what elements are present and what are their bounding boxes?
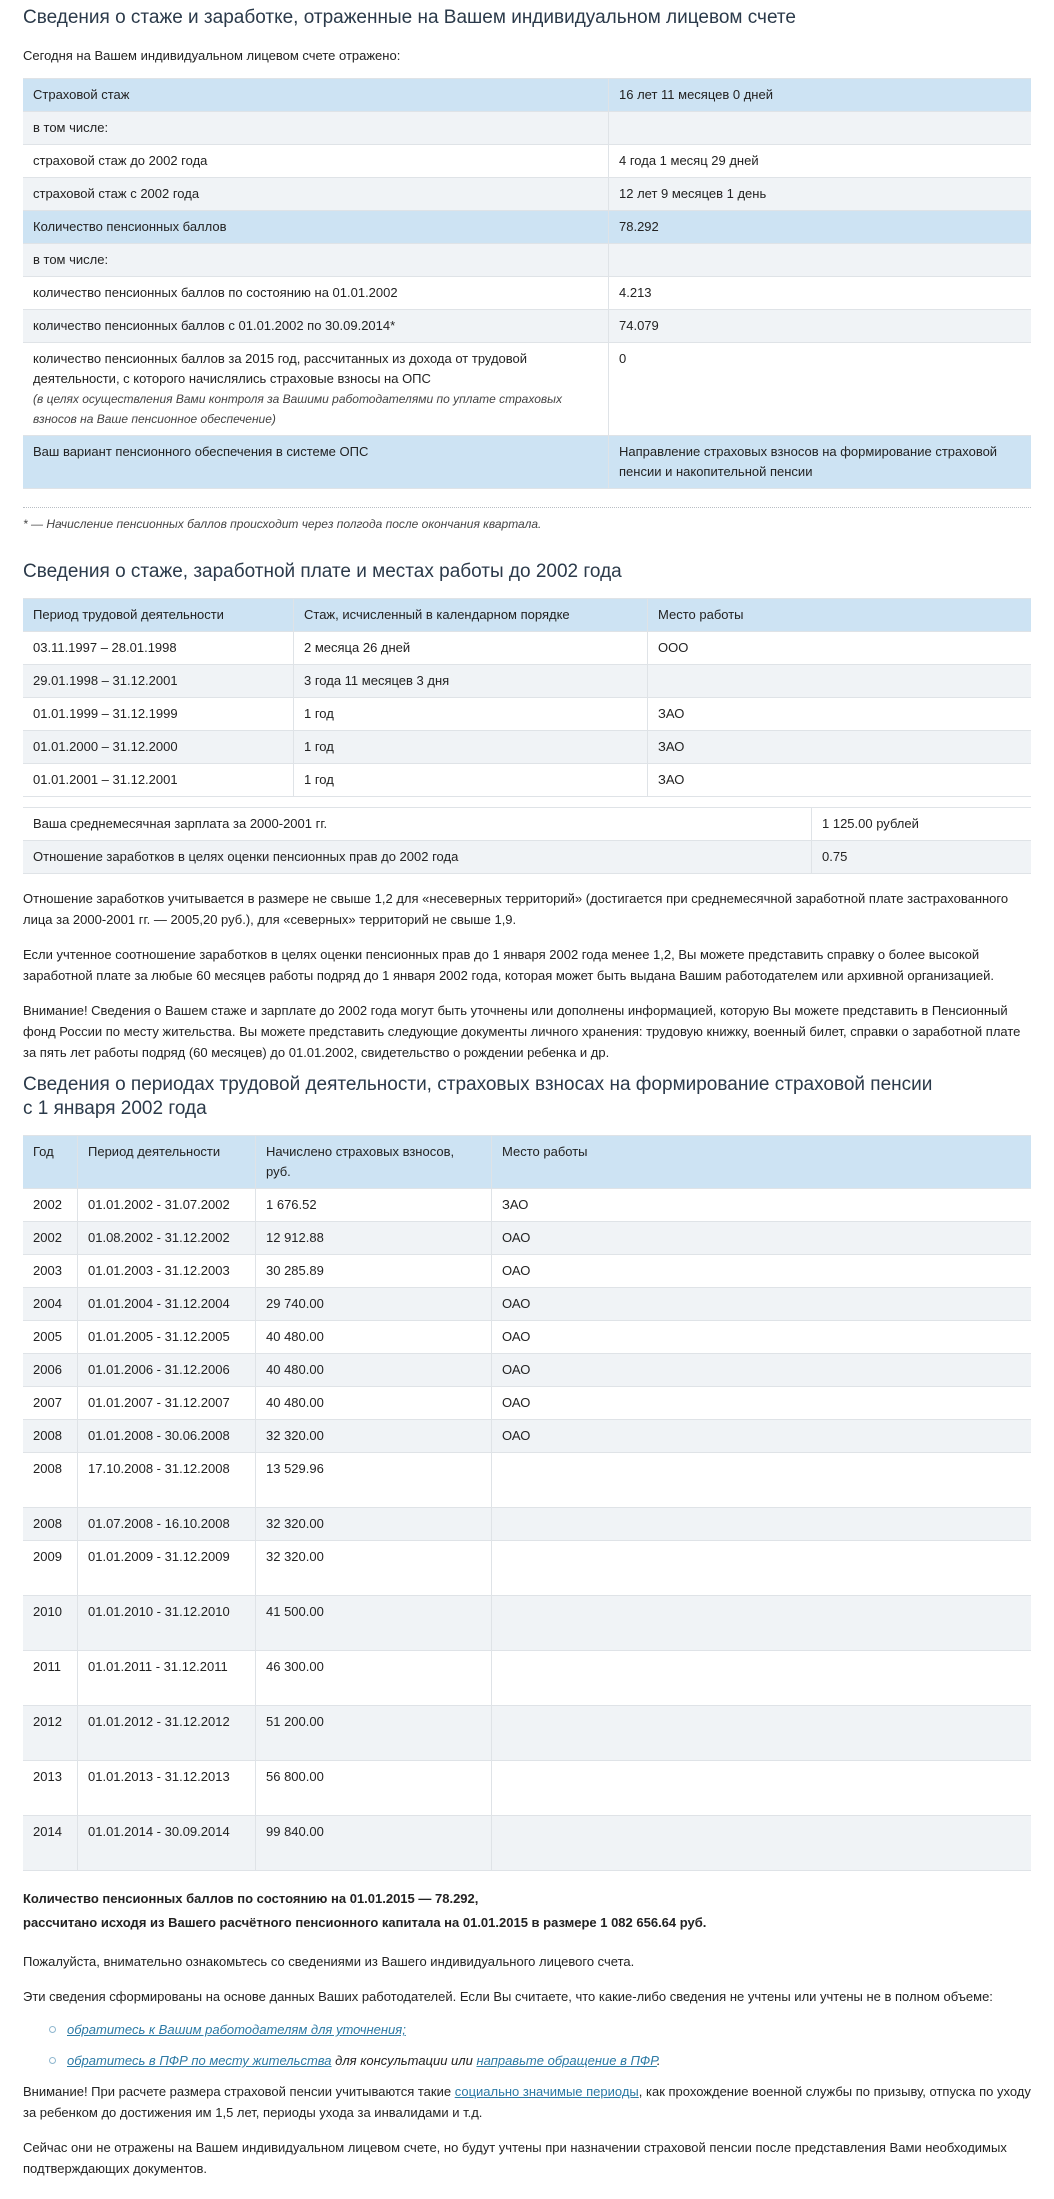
- table-row: [23, 145, 1031, 178]
- table-row: [23, 698, 1031, 731]
- period-cell: 01.01.2012 - 31.12.2012: [78, 1706, 256, 1761]
- table-row: [23, 808, 1031, 841]
- employer-cell: [492, 1816, 1032, 1871]
- row-value: 74.079: [609, 310, 1032, 343]
- employer-cell: [492, 1508, 1032, 1541]
- employer-cell: [492, 1706, 1032, 1761]
- column-header-period: Период деятельности: [78, 1136, 256, 1189]
- list-item: [43, 2050, 1031, 2071]
- employer-cell: ОАО: [492, 1321, 1032, 1354]
- duration-cell: 1 год: [294, 764, 648, 797]
- year-cell: 2008: [23, 1420, 78, 1453]
- table-row: [23, 1387, 1031, 1420]
- row-label-cell: [23, 343, 609, 436]
- employer-cell: ОАО: [492, 1222, 1032, 1255]
- points-summary-line2: рассчитано исходя из Вашего расчётного пенсионного капитала на 01.01.2015 в размере 1 082 656.64 руб.: [23, 1915, 707, 1930]
- amount-cell: 40 480.00: [256, 1354, 492, 1387]
- period-cell: 01.01.2004 - 31.12.2004: [78, 1288, 256, 1321]
- year-cell: 2003: [23, 1255, 78, 1288]
- employer-cell: [492, 1596, 1032, 1651]
- attention-suffix: , как прохождение военной службы по призыву, отпуска по уходу за ребенком до достижения им 1,5 лет, периоды ухода за инвалидами и т.д.: [23, 2084, 1031, 2120]
- table-row: [23, 1651, 1031, 1706]
- table-row: [23, 1596, 1031, 1651]
- amount-cell: 32 320.00: [256, 1508, 492, 1541]
- points-summary-line1: Количество пенсионных баллов по состоянию на 01.01.2015 — 78.292,: [23, 1891, 479, 1906]
- employer-cell: ООО: [648, 632, 1032, 665]
- year-cell: 2005: [23, 1321, 78, 1354]
- table-row: [23, 1761, 1031, 1816]
- period-cell: 01.01.2014 - 30.09.2014: [78, 1816, 256, 1871]
- amount-cell: 32 320.00: [256, 1541, 492, 1596]
- row-label: в том числе:: [23, 244, 609, 277]
- social-periods-paragraph: [23, 2081, 1031, 2123]
- ratio-label: Отношение заработков в целях оценки пенсионных прав до 2002 года: [23, 841, 812, 874]
- row-value: 12 лет 9 месяцев 1 день: [609, 178, 1032, 211]
- table-row: [23, 436, 1031, 489]
- employer-cell: ОАО: [492, 1255, 1032, 1288]
- duration-cell: 1 год: [294, 731, 648, 764]
- year-cell: 2002: [23, 1222, 78, 1255]
- row-value: 4 года 1 месяц 29 дней: [609, 145, 1032, 178]
- column-header: Период трудовой деятельности: [23, 599, 294, 632]
- amount-cell: 1 676.52: [256, 1189, 492, 1222]
- bullet-icon: [49, 2026, 56, 2033]
- employer-cell: [492, 1453, 1032, 1508]
- contact-employers-link[interactable]: обратитесь к Вашим работодателям для уточнения;: [67, 2022, 406, 2037]
- section1-lead: Сегодня на Вашем индивидуальном лицевом счете отражено:: [23, 48, 401, 63]
- period-cell: 01.01.2001 – 31.12.2001: [23, 764, 294, 797]
- year-cell: 2004: [23, 1288, 78, 1321]
- table-row: [23, 244, 1031, 277]
- table-row: [23, 277, 1031, 310]
- period-cell: 17.10.2008 - 31.12.2008: [78, 1453, 256, 1508]
- period-cell: 01.01.2007 - 31.12.2007: [78, 1387, 256, 1420]
- footnote: * — Начисление пенсионных баллов происходит через полгода после окончания квартала.: [23, 517, 542, 531]
- employer-cell: ЗАО: [648, 731, 1032, 764]
- duration-cell: 3 года 11 месяцев 3 дня: [294, 665, 648, 698]
- ratio-value: 0.75: [812, 841, 1032, 874]
- table-row: [23, 178, 1031, 211]
- column-header-contributions: Начислено страховых взносов, руб.: [256, 1136, 492, 1189]
- employer-cell: [648, 665, 1032, 698]
- table-row: [23, 1255, 1031, 1288]
- section3-title: [23, 1073, 1031, 1121]
- earnings-ratio-paragraph: Отношение заработков учитывается в размере не свыше 1,2 для «несеверных территорий» (достигается при среднемесячной заработной плате застрахованного лица за 2000-2001 гг. — 2005,20 руб.), для «северных» территорий не свыше 1,9.: [23, 891, 1009, 927]
- table-row: [23, 764, 1031, 797]
- row-value: [609, 112, 1032, 145]
- row-label: количество пенсионных баллов за 2015 год, рассчитанных из дохода от трудовой деятельности, с которого начислялись страховые взносы на ОПС: [33, 351, 528, 386]
- amount-cell: 99 840.00: [256, 1816, 492, 1871]
- table-row: [23, 310, 1031, 343]
- table-row: [23, 1222, 1031, 1255]
- amount-cell: 29 740.00: [256, 1288, 492, 1321]
- please-review-text: Пожалуйста, внимательно ознакомьтесь со сведениями из Вашего индивидуального лицевого счета.: [23, 1954, 635, 1969]
- table-header-row: [23, 1136, 1031, 1189]
- period-cell: 01.07.2008 - 16.10.2008: [78, 1508, 256, 1541]
- period-cell: 01.01.2003 - 31.12.2003: [78, 1255, 256, 1288]
- year-cell: 2007: [23, 1387, 78, 1420]
- row-label: Страховой стаж: [23, 79, 609, 112]
- row-value: Направление страховых взносов на формирование страховой пенсии и накопительной пенсии: [609, 436, 1032, 489]
- bullet-icon: [49, 2057, 56, 2064]
- amount-cell: 30 285.89: [256, 1255, 492, 1288]
- period-cell: 01.01.2002 - 31.07.2002: [78, 1189, 256, 1222]
- period-cell: 01.01.2009 - 31.12.2009: [78, 1541, 256, 1596]
- row-label: количество пенсионных баллов по состоянию на 01.01.2002: [23, 277, 609, 310]
- employer-cell: [492, 1651, 1032, 1706]
- amount-cell: 32 320.00: [256, 1420, 492, 1453]
- employer-cell: ОАО: [492, 1354, 1032, 1387]
- amount-cell: 46 300.00: [256, 1651, 492, 1706]
- table-row: [23, 79, 1031, 112]
- year-cell: 2002: [23, 1189, 78, 1222]
- table-row: [23, 1508, 1031, 1541]
- period-cell: 03.11.1997 – 28.01.1998: [23, 632, 294, 665]
- amount-cell: 56 800.00: [256, 1761, 492, 1816]
- amount-cell: 51 200.00: [256, 1706, 492, 1761]
- employer-cell: [492, 1761, 1032, 1816]
- row-label: количество пенсионных баллов с 01.01.2002 по 30.09.2014*: [23, 310, 609, 343]
- table-row: [23, 1541, 1031, 1596]
- period-cell: 01.01.1999 – 31.12.1999: [23, 698, 294, 731]
- link-connector-text: для консультации или: [331, 2053, 477, 2068]
- section1-title: Сведения о стаже и заработке, отраженные на Вашем индивидуальном лицевом счете: [23, 7, 796, 28]
- row-value: 0: [609, 343, 1032, 436]
- table-row: [23, 731, 1031, 764]
- row-value: 78.292: [609, 211, 1032, 244]
- period-cell: 01.01.2010 - 31.12.2010: [78, 1596, 256, 1651]
- employer-cell: ОАО: [492, 1420, 1032, 1453]
- period-cell: 01.08.2002 - 31.12.2002: [78, 1222, 256, 1255]
- table-row: [23, 1189, 1031, 1222]
- column-header-employer: Место работы: [492, 1136, 1032, 1189]
- salary-label: Ваша среднемесячная зарплата за 2000-2001 гг.: [23, 808, 812, 841]
- row-value: 4.213: [609, 277, 1032, 310]
- social-periods-link[interactable]: социально значимые периоды: [454, 2084, 639, 2099]
- duration-cell: 2 месяца 26 дней: [294, 632, 648, 665]
- salary-table: [23, 807, 1031, 874]
- pre-2002-employment-table: [23, 598, 1031, 797]
- employer-cell: ОАО: [492, 1288, 1032, 1321]
- year-cell: 2010: [23, 1596, 78, 1651]
- attention-prefix: Внимание! При расчете размера страховой пенсии учитываются такие: [23, 2084, 455, 2099]
- employer-cell: ЗАО: [492, 1189, 1032, 1222]
- points-summary: [23, 1887, 1031, 1935]
- year-cell: 2008: [23, 1508, 78, 1541]
- section2-title: Сведения о стаже, заработной плате и местах работы до 2002 года: [23, 561, 622, 582]
- period-cell: 01.01.2008 - 30.06.2008: [78, 1420, 256, 1453]
- certificate-paragraph: Если учтенное соотношение заработков в целях оценки пенсионных прав до 1 января 2002 года менее 1,2, Вы можете представить справку о более высокой заработной плате за любые 60 месяцев работы подряд до 1 января 2002 года, которая может быть выдана Вашим работодателем или архивной организацией.: [23, 947, 994, 983]
- period-text: .: [656, 2053, 661, 2068]
- list-item: [43, 2019, 1031, 2040]
- employer-cell: ОАО: [492, 1387, 1032, 1420]
- amount-cell: 12 912.88: [256, 1222, 492, 1255]
- table-row: [23, 1453, 1031, 1508]
- row-label: Количество пенсионных баллов: [23, 211, 609, 244]
- contact-pfr-link[interactable]: обратитесь в ПФР по месту жительства: [67, 2053, 332, 2068]
- year-cell: 2009: [23, 1541, 78, 1596]
- salary-value: 1 125.00 рублей: [812, 808, 1032, 841]
- table-row: [23, 841, 1031, 874]
- section3-title-line2: с 1 января 2002 года: [23, 1098, 207, 1119]
- row-label: страховой стаж с 2002 года: [23, 178, 609, 211]
- table-row: [23, 1706, 1031, 1761]
- table-row: [23, 1420, 1031, 1453]
- period-cell: 29.01.1998 – 31.12.2001: [23, 665, 294, 698]
- period-cell: 01.01.2013 - 31.12.2013: [78, 1761, 256, 1816]
- duration-cell: 1 год: [294, 698, 648, 731]
- amount-cell: 40 480.00: [256, 1387, 492, 1420]
- column-header-year: Год: [23, 1136, 78, 1189]
- employer-cell: ЗАО: [648, 698, 1032, 731]
- table-row: [23, 665, 1031, 698]
- table-row: [23, 1321, 1031, 1354]
- year-cell: 2014: [23, 1816, 78, 1871]
- year-cell: 2006: [23, 1354, 78, 1387]
- discrepancy-intro: Эти сведения сформированы на основе данных Ваших работодателей. Если Вы считаете, что какие-либо сведения не учтены или учтены не в полном объеме:: [23, 1989, 993, 2004]
- attention-paragraph: Внимание! Сведения о Вашем стаже и зарплате до 2002 года могут быть уточнены или дополнены информацией, которую Вы можете представить в Пенсионный фонд России по месту жительства. Вы можете представить следующие документы личного хранения: трудовую книжку, военный билет, справки о заработной плате за пять лет работы подряд (60 месяцев) до 01.01.2002, свидетельство о рождении ребенка и др.: [23, 1003, 1021, 1060]
- actions-list: [23, 2019, 1031, 2071]
- row-note: (в целях осуществления Вами контроля за Вашими работодателями по уплате страховых взносов на Ваше пенсионное обеспечение): [33, 392, 562, 426]
- table-row: [23, 1354, 1031, 1387]
- period-cell: 01.01.2000 – 31.12.2000: [23, 731, 294, 764]
- column-header: Стаж, исчисленный в календарном порядке: [294, 599, 648, 632]
- table-row: [23, 211, 1031, 244]
- post-2002-contributions-table: [23, 1135, 1031, 1871]
- amount-cell: 13 529.96: [256, 1453, 492, 1508]
- row-label: Ваш вариант пенсионного обеспечения в системе ОПС: [23, 436, 609, 489]
- table-row: [23, 112, 1031, 145]
- section3-title-line1: Сведения о периодах трудовой деятельности, страховых взносах на формирование страховой пенсии: [23, 1074, 933, 1095]
- footnote-divider: [23, 507, 1031, 508]
- final-note: Сейчас они не отражены на Вашем индивидуальном лицевом счете, но будут учтены при назначении страховой пенсии после представления Вами необходимых подтверждающих документов.: [23, 2140, 1007, 2176]
- table-row: [23, 1816, 1031, 1871]
- table-row: [23, 343, 1031, 436]
- period-cell: 01.01.2005 - 31.12.2005: [78, 1321, 256, 1354]
- employer-cell: [492, 1541, 1032, 1596]
- insurance-summary-table: [23, 78, 1031, 489]
- year-cell: 2013: [23, 1761, 78, 1816]
- send-appeal-link[interactable]: направьте обращение в ПФР: [476, 2053, 657, 2068]
- employer-cell: ЗАО: [648, 764, 1032, 797]
- year-cell: 2011: [23, 1651, 78, 1706]
- year-cell: 2008: [23, 1453, 78, 1508]
- table-header-row: [23, 599, 1031, 632]
- row-value: 16 лет 11 месяцев 0 дней: [609, 79, 1032, 112]
- period-cell: 01.01.2011 - 31.12.2011: [78, 1651, 256, 1706]
- year-cell: 2012: [23, 1706, 78, 1761]
- row-label: в том числе:: [23, 112, 609, 145]
- row-value: [609, 244, 1032, 277]
- table-row: [23, 632, 1031, 665]
- period-cell: 01.01.2006 - 31.12.2006: [78, 1354, 256, 1387]
- amount-cell: 40 480.00: [256, 1321, 492, 1354]
- row-label: страховой стаж до 2002 года: [23, 145, 609, 178]
- column-header: Место работы: [648, 599, 1032, 632]
- amount-cell: 41 500.00: [256, 1596, 492, 1651]
- table-row: [23, 1288, 1031, 1321]
